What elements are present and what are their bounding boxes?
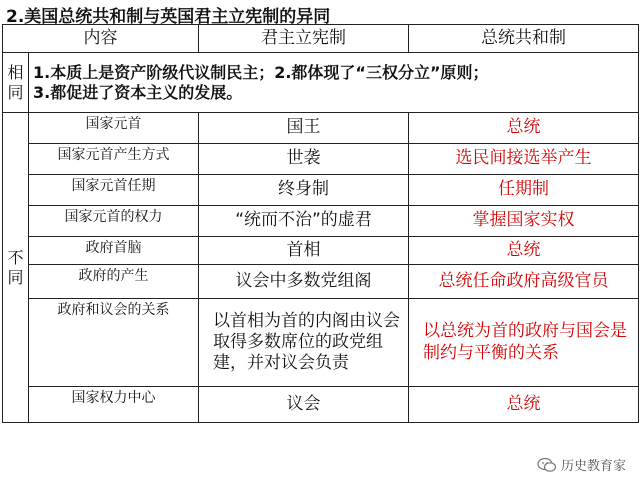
same-row: [3, 53, 639, 113]
header-content: 内容: [3, 25, 199, 53]
presidential-cell: 总统任命政府高级官员: [409, 265, 639, 299]
aspect-cell: 政府的产生: [29, 265, 199, 299]
monarchy-cell: 议会中多数党组阁: [199, 265, 409, 299]
presidential-cell: 总统: [409, 387, 639, 423]
same-line-1: 1.本质上是资产阶级代议制民主；2.都体现了“三权分立”原则；: [33, 62, 489, 82]
comparison-table: [2, 24, 639, 423]
wechat-icon: [537, 457, 557, 473]
monarchy-cell: 终身制: [199, 175, 409, 206]
header-row: [3, 25, 639, 53]
page-title: 2.美国总统共和制与英国君主立宪制的异同: [6, 7, 331, 27]
same-label: 相同: [3, 53, 29, 113]
aspect-cell: 国家元首任期: [29, 175, 199, 206]
header-presidential: 总统共和制: [409, 25, 639, 53]
aspect-cell: 国家元首: [29, 113, 199, 144]
header-monarchy: 君主立宪制: [199, 25, 409, 53]
presidential-cell: 选民间接选举产生: [409, 144, 639, 175]
watermark: [537, 455, 626, 474]
monarchy-cell: 以首相为首的内阁由议会取得多数席位的政党组建，并对议会负责: [199, 299, 409, 387]
monarchy-cell: 首相: [199, 237, 409, 265]
watermark-text: 历史教育家: [560, 459, 626, 474]
table-row: [3, 175, 639, 206]
aspect-cell: 国家元首产生方式: [29, 144, 199, 175]
aspect-cell: 国家元首的权力: [29, 206, 199, 237]
table-row: [3, 265, 639, 299]
table-row: [3, 237, 639, 265]
presidential-cell: 总统: [409, 113, 639, 144]
aspect-cell: 政府和议会的关系: [29, 299, 199, 387]
presidential-cell: 任期制: [409, 175, 639, 206]
table-row: [3, 387, 639, 423]
table-row: [3, 299, 639, 387]
same-content: [29, 53, 639, 113]
monarchy-cell: 国王: [199, 113, 409, 144]
diff-label: 不同: [3, 113, 29, 423]
table-row: [3, 113, 639, 144]
monarchy-cell: 议会: [199, 387, 409, 423]
presidential-cell: 掌握国家实权: [409, 206, 639, 237]
presidential-cell: 以总统为首的政府与国会是制约与平衡的关系: [409, 299, 639, 387]
presidential-cell: 总统: [409, 237, 639, 265]
aspect-cell: 政府首脑: [29, 237, 199, 265]
monarchy-cell: “统而不治”的虚君: [199, 206, 409, 237]
monarchy-cell: 世袭: [199, 144, 409, 175]
aspect-cell: 国家权力中心: [29, 387, 199, 423]
same-line-2: 3.都促进了资本主义的发展。: [33, 82, 243, 102]
table-row: [3, 206, 639, 237]
table-row: [3, 144, 639, 175]
